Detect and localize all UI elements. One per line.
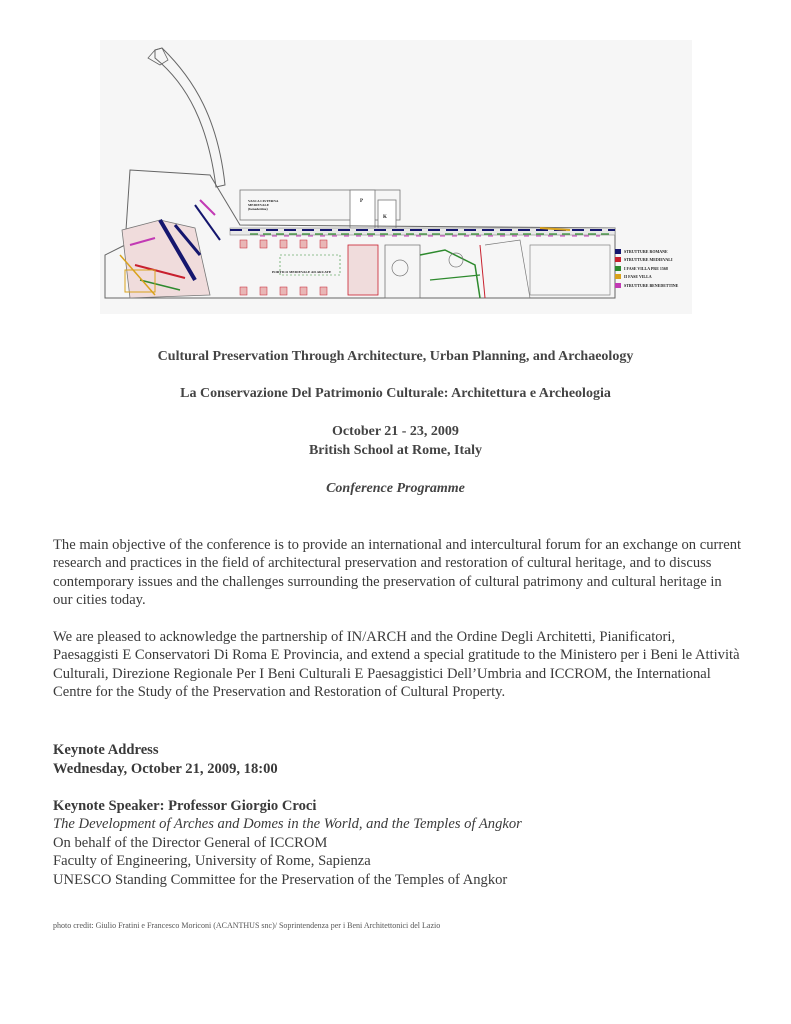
programme-heading: Conference Programme [326,481,465,496]
legend-label: STRUTTURE ROMANE [624,248,668,254]
legend-swatch [615,266,621,271]
legend-swatch [615,257,621,262]
legend-swatch [615,283,621,288]
keynote-datetime: Wednesday, October 21, 2009, 18:00 [53,760,278,777]
plan-label-k: K [383,215,387,220]
legend-swatch [615,274,621,279]
photo-credit: photo credit: Giulio Fratini e Francesco Moriconi (ACANTHUS snc)/ Soprintendenza per i Beni Architettonici del Lazio [53,921,441,930]
legend-item [615,281,691,290]
legend-item [615,273,691,282]
legend-label: II FASE VILLA [624,274,652,280]
site-plan-image [100,40,692,314]
conference-venue: British School at Rome, Italy [308,443,483,458]
keynote-speaker: Keynote Speaker: Professor Giorgio Croci [53,797,317,814]
plan-legend [615,247,691,290]
legend-swatch [615,249,621,254]
legend-label: STRUTTURE BENEDETTINE [624,282,679,288]
legend-item [615,256,691,265]
partnership-paragraph: We are pleased to acknowledge the partnership of IN/ARCH and the Ordine Degli Architetti, Pianificatori, Paesaggisti E Conservatori Di Roma E Provincia, and extend a special gratitude to the Ministero per i Beni le Attività Culturali, Direzione Regionale Per I Beni Culturali E Paesaggistici Dell’Umbria and ICCROM, the International Centre for the Study of the Preservation and Restoration of Cultural Property. [53,629,740,701]
title-italian: La Conservazione Del Patrimonio Culturale: Architettura e Archeologia [180,386,611,401]
spacer [53,778,753,797]
plan-label-portico: PORTICO MEDIEVALE AD ARCATE [272,270,332,274]
keynote-heading: Keynote Address [53,742,159,758]
legend-item [615,247,691,256]
conference-dates: October 21 - 23, 2009 [332,424,459,439]
keynote-affiliation: UNESCO Standing Committee for the Preservation of the Temples of Angkor [53,871,508,888]
plan-label-vasca: VASCA CISTERNA MEDIEVALE (benedettine) [248,199,279,211]
objective-paragraph: The main objective of the conference is to provide an international and intercultural forum for an exchange on current research and practices in the field of architectural preservation and restoration of cultural heritage, and to discuss contemporary issues and the challenges surrounding the preservation of cultural patrimony and cultural heritage in our cities today. [53,537,742,609]
plan-label-p: P [360,199,364,204]
keynote-affiliation: Faculty of Engineering, University of Rome, Sapienza [53,853,371,869]
site-plan-drawing [100,40,692,314]
keynote-section [53,741,753,889]
title-english: Cultural Preservation Through Architecture, Urban Planning, and Archaeology [157,349,634,364]
legend-label: STRUTTURE MEDIEVALI [624,257,673,263]
keynote-affiliation: On behalf of the Director General of ICCROM [53,834,328,851]
legend-label: I FASE VILLA PRE 1568 [624,265,668,271]
keynote-talk-title: The Development of Arches and Domes in the World, and the Temples of Angkor [53,816,522,832]
legend-item [615,264,691,273]
